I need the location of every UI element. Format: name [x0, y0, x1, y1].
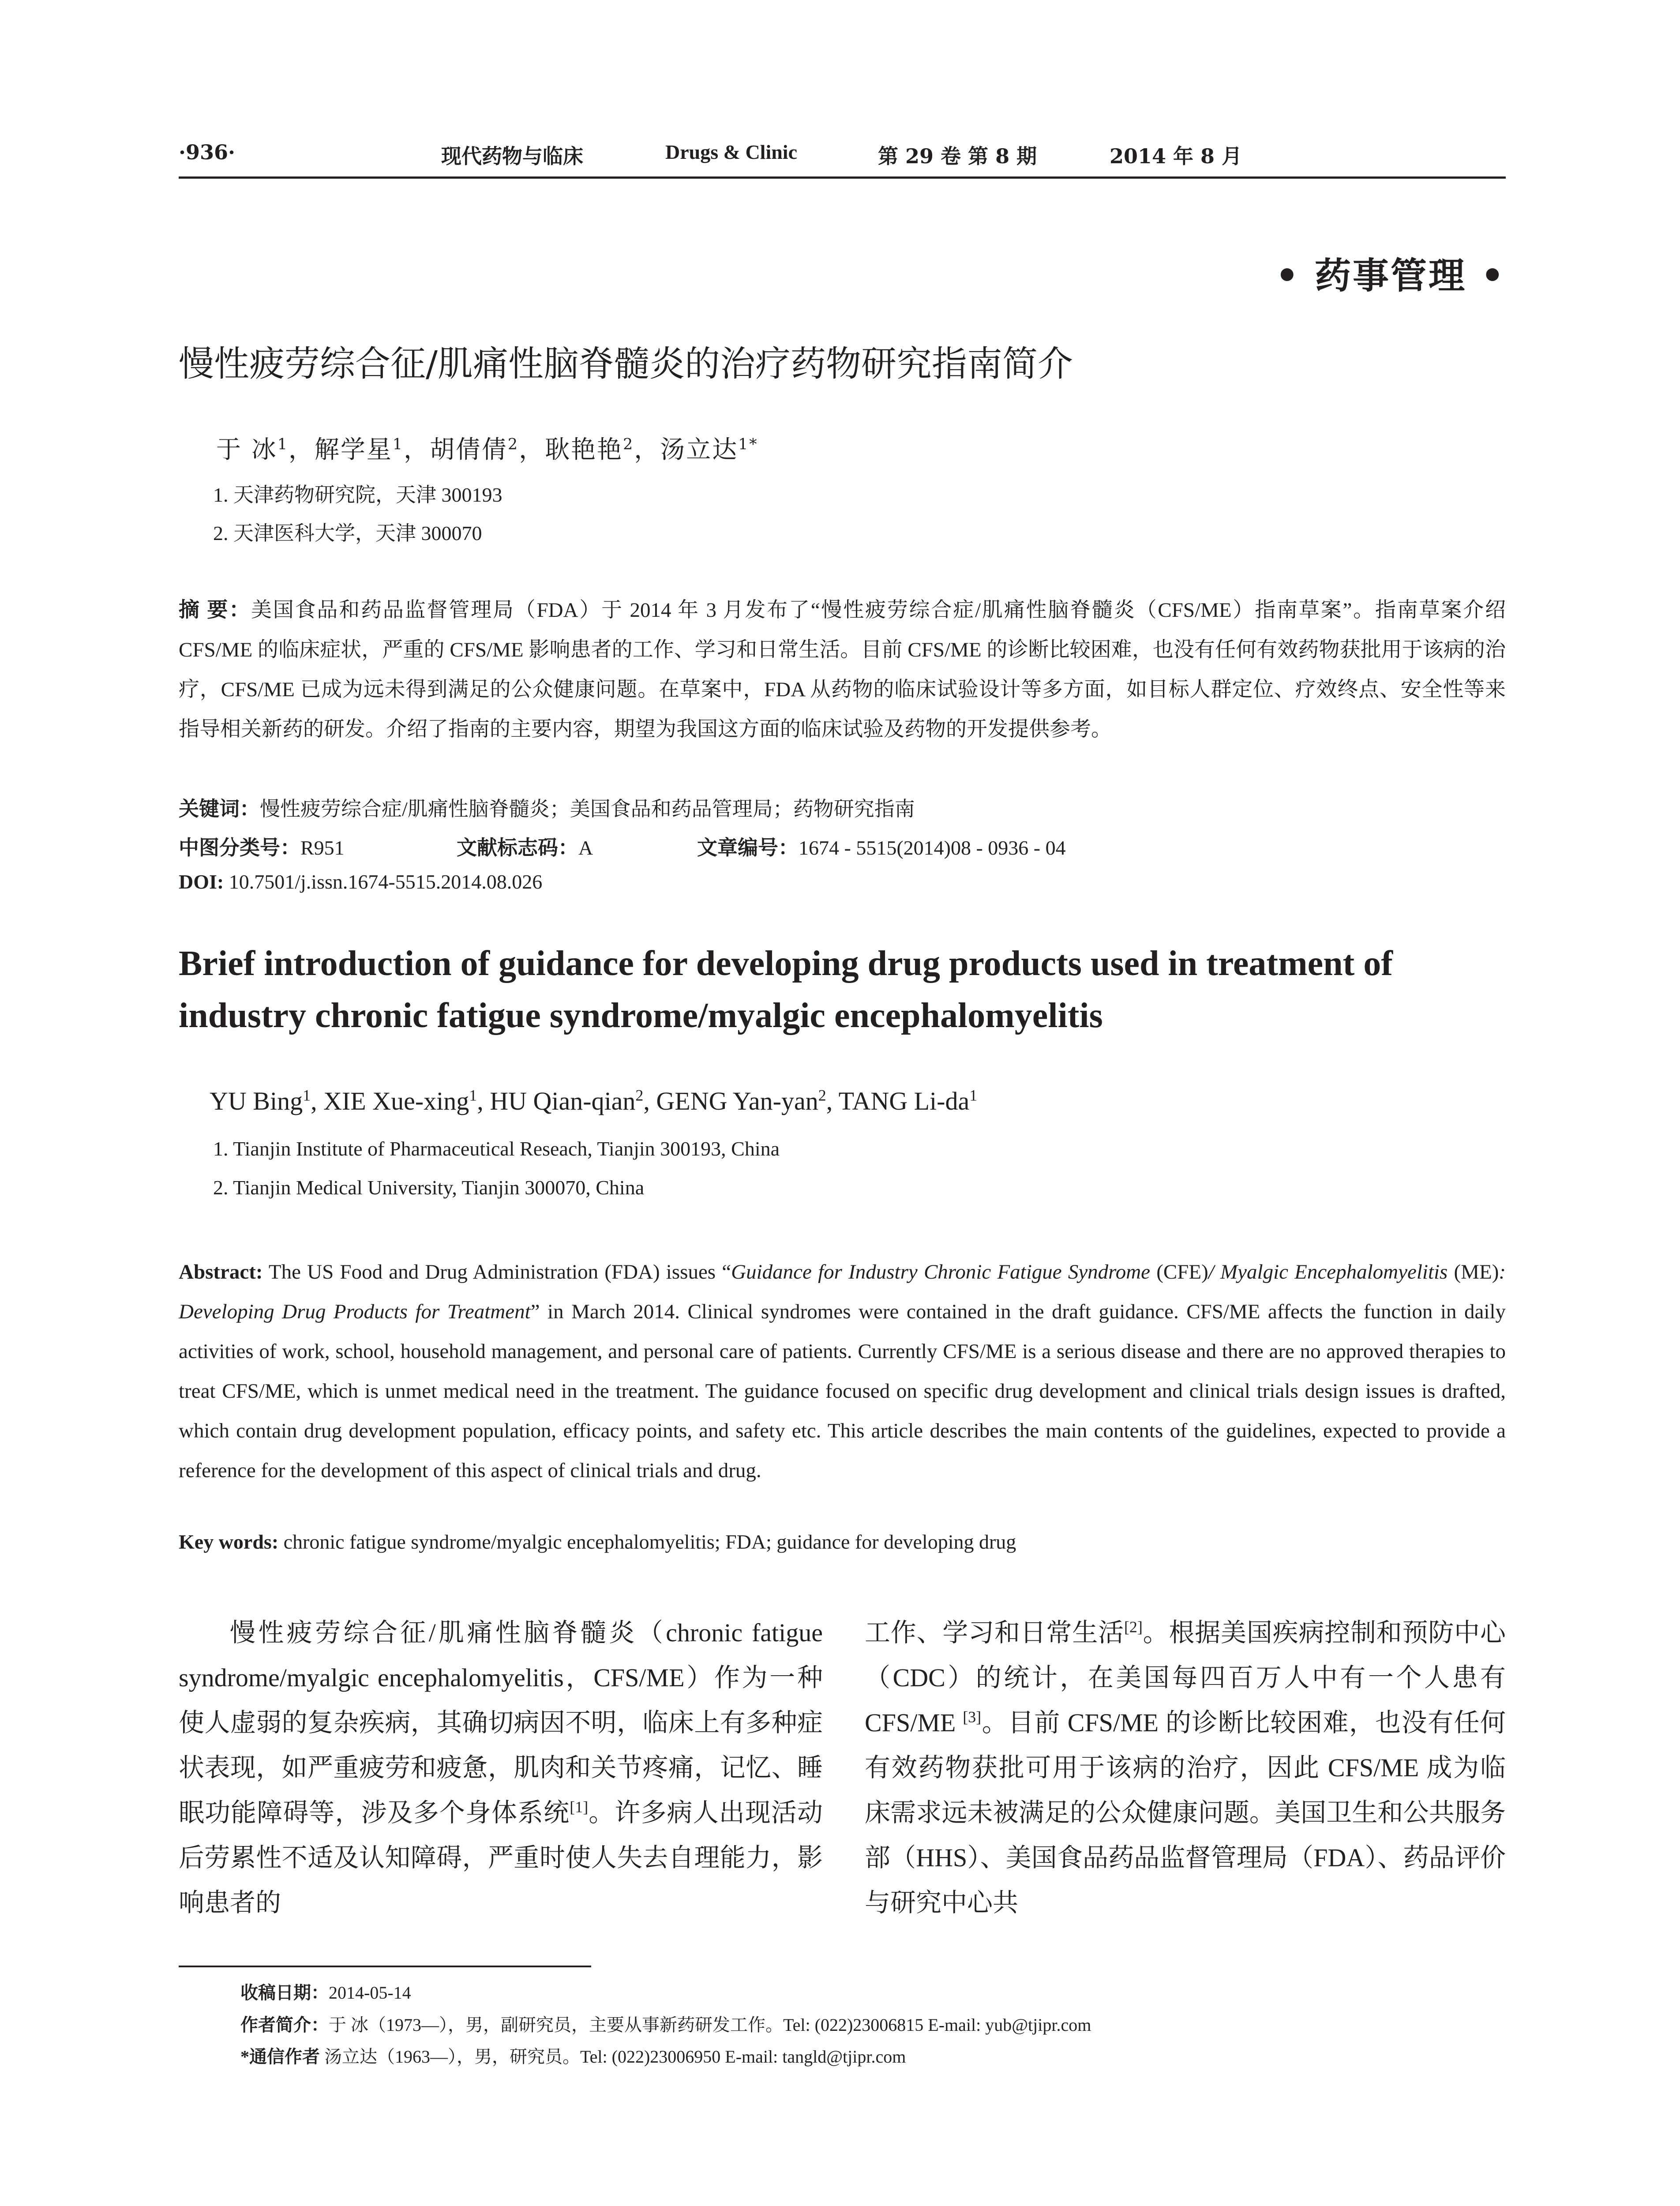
doi-label: DOI: [179, 870, 224, 893]
issue-info: 第 29 卷 第 8 期 [878, 144, 1037, 168]
author-affiliation-mark: 1 [277, 435, 289, 454]
authors-cn [216, 430, 758, 465]
author-affiliation-mark: 2 [623, 435, 634, 454]
author-separator: , [311, 1087, 324, 1115]
corresponding-author-label: *通信作者 [240, 2047, 320, 2067]
abstract-en [179, 1252, 1506, 1490]
author-name: HU Qian-qian [490, 1087, 636, 1115]
document-code-value: A [578, 837, 593, 859]
author-affiliation-mark: 1 [469, 1086, 477, 1104]
abstract-text-en: ” in March 2014. Clinical syndromes were contained in the draft guidance. CFS/ME affects the function in daily activities of work, school, household management, and personal care of patients. Currently CFS/ME is a serious disease and there are no approved therapies to treat CFS/ME, which is unmet medical need in the treatment. The guidance focused on specific drug development and clinical trials design issues is drafted, which contain drug development population, efficacy points, and safety etc. This article describes the main contents of the guidelines, expected to provide a reference for the development of this aspect of clinical trials and drug. [179, 1300, 1506, 1482]
affiliation-cn-2: 2. 天津医科大学，天津 300070 [213, 522, 482, 544]
abstract-text-cn: 美国食品和药品监督管理局（FDA）于 2014 年 3 月发布了“慢性疲劳综合症/肌痛性脑脊髓炎（CFS/ME）指南草案”。指南草案介绍 CFS/ME 的临床症状，严重的 CFS/ME 影响患者的工作、学习和日常生活。目前 CFS/ME 的诊断比较困难，也没有任何有效药物获批用于该病的治疗，CFS/ME 已成为远未得到满足的公众健康问题。在草案中，FDA 从药物的临床试验设计等多方面，如目标人群定位、疗效终点、安全性等来指导相关新药的研发。介绍了指南的主要内容，期望为我国这方面的临床试验及药物的开发提供参考。 [179, 599, 1506, 741]
article-number-label: 文章编号： [697, 837, 799, 859]
clc-label: 中图分类号： [179, 837, 300, 859]
author-name: 汤立达 [660, 435, 739, 464]
corresponding-author [240, 2043, 906, 2068]
author-affiliation-mark: 2 [508, 435, 519, 454]
author-bio-value: 于 冰（1973—），男，副研究员，主要从事新药研发工作。Tel: (022)23006815 E-mail: yub@tjipr.com [329, 2015, 1091, 2035]
author-affiliation-mark: 1 [392, 435, 404, 454]
body-column-left [179, 1610, 823, 1925]
doi-value: 10.7501/j.issn.1674-5515.2014.08.026 [229, 870, 543, 893]
author-separator: ， [288, 435, 315, 464]
body-text: 。许多病人出现活动后劳累性不适及认知障碍，严重时使人失去自理能力，影响患者的 [179, 1798, 823, 1917]
header-rule [179, 176, 1506, 179]
author-separator: , [477, 1087, 490, 1115]
author-affiliation-mark: 2 [635, 1086, 644, 1104]
page-number: ·936· [179, 140, 236, 164]
keywords-en [179, 1530, 1016, 1553]
author-affiliation-mark: 1 [303, 1086, 311, 1104]
author-separator: ， [404, 435, 430, 464]
keywords-text-en: chronic fatigue syndrome/myalgic encephalomyelitis; FDA; guidance for developing drug [283, 1531, 1016, 1553]
corresponding-author-value: 汤立达（1963—），男，研究员。Tel: (022)23006950 E-mail: tangld@tjipr.com [320, 2047, 906, 2067]
abstract-text-en: (CFE) [1150, 1261, 1208, 1283]
issue-date: 2014 年 8 月 [1110, 144, 1242, 168]
author-affiliation-mark: 1 [969, 1086, 978, 1104]
keywords-label-en: Key words: [179, 1531, 279, 1553]
body-text: 工作、学习和日常生活 [865, 1618, 1124, 1647]
clc-number [179, 832, 345, 861]
author-affiliation-mark: 1* [738, 435, 758, 454]
author-separator: , [826, 1087, 839, 1115]
abstract-text-en: (ME) [1448, 1261, 1499, 1283]
authors-en [210, 1086, 977, 1116]
doi [179, 870, 542, 893]
body-text: 。根据美国疾病控制和预防中心（CDC）的统计，在美国每四百万人中有一个人患有 CFS/ME [865, 1618, 1506, 1737]
author-bio-label: 作者简介： [240, 2015, 329, 2035]
affiliation-en-1: 1. Tianjin Institute of Pharmaceutical Reseach, Tianjin 300193, China [213, 1137, 780, 1160]
author-bio [240, 2011, 1091, 2036]
article-number [697, 832, 1066, 861]
body-column-right [865, 1610, 1506, 1925]
page-title-cn: 慢性疲劳综合征/肌痛性脑脊髓炎的治疗药物研究指南简介 [179, 343, 1073, 384]
page-title-en: Brief introduction of guidance for developing drug products used in treatment of industry chronic fatigue syndrome/myalgic encephalomyelitis [179, 944, 1393, 1035]
guidance-title-italic: : Developing Drug Products for Treatment [179, 1261, 1506, 1323]
author-name: XIE Xue-xing [323, 1087, 469, 1115]
guidance-title-italic: / Myalgic Encephalomyelitis [1208, 1261, 1448, 1283]
section-tag: • 药事管理 • [1275, 255, 1506, 297]
journal-name-en: Drugs & Clinic [665, 141, 797, 163]
received-date-value: 2014-05-14 [329, 1983, 411, 2003]
abstract-label-en: Abstract: [179, 1261, 263, 1283]
author-name: 解学星 [314, 435, 393, 464]
author-name: 胡倩倩 [430, 435, 508, 464]
received-date [240, 1979, 411, 2004]
guidance-title-italic: Guidance for Industry Chronic Fatigue Syndrome [731, 1261, 1151, 1283]
keywords-label-cn: 关键词： [179, 798, 260, 820]
document-code [457, 832, 593, 861]
author-separator: ， [519, 435, 545, 464]
body-text: 。目前 CFS/ME 的诊断比较困难，也没有任何有效药物获批可用于该病的治疗，因此 CFS/ME 成为临床需求远未被满足的公众健康问题。美国卫生和公共服务部（HHS）、美国食品药品监督管理局（FDA）、药品评价与研究中心共 [865, 1708, 1506, 1917]
citation-ref: [3] [963, 1708, 982, 1726]
citation-ref: [1] [570, 1798, 589, 1816]
clc-value: R951 [300, 837, 345, 859]
author-name: 于 冰 [216, 435, 278, 464]
author-separator: ， [634, 435, 660, 464]
footnote-rule [179, 1966, 591, 1967]
received-date-label: 收稿日期： [240, 1983, 329, 2003]
article-number-value: 1674 - 5515(2014)08 - 0936 - 04 [799, 837, 1066, 859]
document-code-label: 文献标志码： [457, 837, 578, 859]
author-name: GENG Yan-yan [656, 1087, 818, 1115]
abstract-cn [179, 590, 1506, 749]
author-affiliation-mark: 2 [818, 1086, 826, 1104]
affiliation-en-2: 2. Tianjin Medical University, Tianjin 300070, China [213, 1176, 645, 1199]
keywords-text-cn: 慢性疲劳综合症/肌痛性脑脊髓炎；美国食品和药品管理局；药物研究指南 [260, 798, 915, 820]
abstract-text-en: The US Food and Drug Administration (FDA) issues “ [268, 1261, 731, 1283]
body-text: 慢性疲劳综合征/肌痛性脑脊髓炎（chronic fatigue syndrome/myalgic encephalomyelitis，CFS/ME）作为一种使人虚弱的复杂疾病，其确切病因不明，临床上有多种症状表现，如严重疲劳和疲惫，肌肉和关节疼痛，记忆、睡眠功能障碍等，涉及多个身体系统 [179, 1618, 823, 1827]
journal-name-cn: 现代药物与临床 [441, 144, 583, 168]
keywords-cn [179, 793, 915, 822]
abstract-label-cn: 摘 要： [179, 599, 251, 622]
author-name: 耿艳艳 [545, 435, 623, 464]
author-separator: , [643, 1087, 656, 1115]
author-name: TANG Li-da [838, 1087, 970, 1115]
citation-ref: [2] [1124, 1618, 1143, 1636]
affiliation-cn-1: 1. 天津药物研究院，天津 300193 [213, 484, 502, 506]
author-name: YU Bing [210, 1087, 303, 1115]
